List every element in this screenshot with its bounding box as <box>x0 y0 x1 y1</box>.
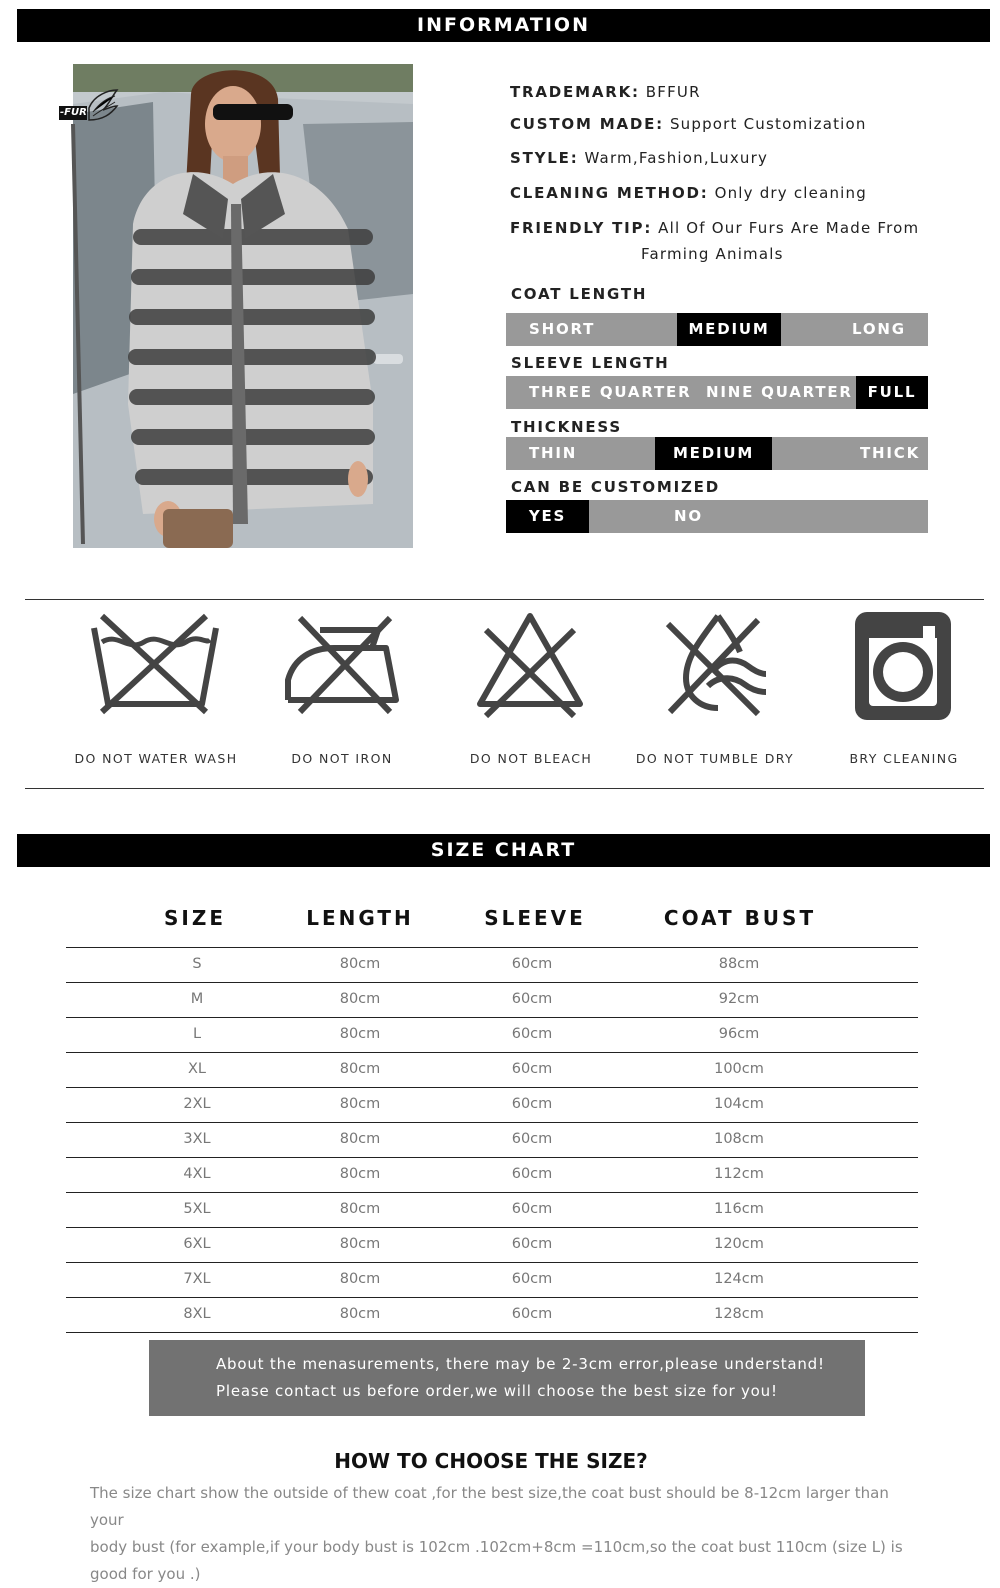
row-divider <box>66 1192 918 1193</box>
row-divider <box>66 947 918 948</box>
cell-coat-bust: 100cm <box>714 1061 764 1077</box>
cell-coat-bust: 124cm <box>714 1271 764 1287</box>
care-label-cleaning: BRY CLEANING <box>849 751 959 766</box>
row-divider <box>66 1122 918 1123</box>
option-yes-selected: YES <box>506 500 589 533</box>
cell-sleeve: 60cm <box>511 1306 553 1322</box>
sleeve-length-options <box>506 376 928 409</box>
care-label-tumble-dry: DO NOT TUMBLE DRY <box>635 751 795 766</box>
spec-style: STYLE: Warm,Fashion,Luxury <box>510 149 769 167</box>
spec-custom-made: CUSTOM MADE: Support Customization <box>510 115 867 133</box>
howto-text <box>90 1480 910 1588</box>
cell-sleeve: 60cm <box>511 1026 553 1042</box>
row-divider <box>66 1017 918 1018</box>
cell-length: 80cm <box>339 1131 381 1147</box>
row-divider <box>66 1262 918 1263</box>
camera-icon <box>855 612 951 726</box>
do-not-wash-icon <box>88 608 222 724</box>
cell-sleeve: 60cm <box>511 991 553 1007</box>
care-label-wash: DO NOT WATER WASH <box>74 751 238 766</box>
coat-length-options <box>506 313 928 346</box>
cell-coat-bust: 116cm <box>714 1201 764 1217</box>
cell-coat-bust: 96cm <box>718 1026 760 1042</box>
col-header-size: SIZE <box>163 906 226 930</box>
do-not-iron-icon <box>284 608 402 724</box>
cell-size: 8XL <box>183 1306 211 1322</box>
cell-length: 80cm <box>339 1306 381 1322</box>
option-nine-quarter: NINE QUARTER <box>706 383 853 401</box>
cell-size: 4XL <box>183 1166 211 1182</box>
option-full-selected: FULL <box>856 376 928 409</box>
care-top-divider <box>25 599 984 600</box>
option-medium-selected: MEDIUM <box>655 437 772 470</box>
thickness-label: THICKNESS <box>511 418 622 436</box>
brand-logo <box>59 90 119 130</box>
row-divider <box>66 1157 918 1158</box>
cell-sleeve: 60cm <box>511 1271 553 1287</box>
cell-length: 80cm <box>339 1166 381 1182</box>
cell-coat-bust: 92cm <box>718 991 760 1007</box>
thickness-options <box>506 437 928 470</box>
care-label-iron: DO NOT IRON <box>291 751 393 766</box>
howto-line-3: good for you .) <box>90 1565 201 1583</box>
spec-trademark: TRADEMARK: BFFUR <box>510 83 701 101</box>
cell-coat-bust: 128cm <box>714 1306 764 1322</box>
cell-length: 80cm <box>339 1201 381 1217</box>
cell-coat-bust: 120cm <box>714 1236 764 1252</box>
do-not-tumble-dry-icon <box>662 608 774 724</box>
cell-sleeve: 60cm <box>511 1131 553 1147</box>
col-header-coat-bust: COAT BUST <box>663 906 817 930</box>
cell-size: 2XL <box>183 1096 211 1112</box>
customized-label: CAN BE CUSTOMIZED <box>511 478 720 496</box>
model-in-fur-coat-illustration <box>73 64 413 548</box>
option-thin: THIN <box>529 444 578 462</box>
sleeve-length-label: SLEEVE LENGTH <box>511 354 670 372</box>
option-thick: THICK <box>860 444 920 462</box>
cell-coat-bust: 88cm <box>718 956 760 972</box>
cell-size: 7XL <box>183 1271 211 1287</box>
cell-length: 80cm <box>339 1061 381 1077</box>
spec-cleaning-method: CLEANING METHOD: Only dry cleaning <box>510 184 867 202</box>
care-label-bleach: DO NOT BLEACH <box>469 751 593 766</box>
cell-sleeve: 60cm <box>511 956 553 972</box>
cell-coat-bust: 104cm <box>714 1096 764 1112</box>
option-three-quarter: THREE QUARTER <box>529 383 692 401</box>
cell-length: 80cm <box>339 1236 381 1252</box>
cell-size: 3XL <box>183 1131 211 1147</box>
cell-length: 80cm <box>339 956 381 972</box>
col-header-sleeve: SLEEVE <box>484 906 586 930</box>
cell-size: 5XL <box>183 1201 211 1217</box>
size-chart-header: SIZE CHART <box>17 834 990 867</box>
note-line-2: Please contact us before order,we will choose the best size for you! <box>216 1382 778 1400</box>
row-divider <box>66 1227 918 1228</box>
cell-size: M <box>190 991 204 1007</box>
cell-length: 80cm <box>339 1096 381 1112</box>
howto-line-1: The size chart show the outside of thew coat ,for the best size,the coat bust should be 8-12cm larger than your <box>90 1484 889 1529</box>
care-bottom-divider <box>25 788 984 789</box>
customized-options <box>506 500 928 533</box>
option-medium-selected: MEDIUM <box>677 313 781 346</box>
spec-friendly-tip: FRIENDLY TIP: All Of Our Furs Are Made From <box>510 219 920 237</box>
howto-line-2: body bust (for example,if your body bust is 102cm .102cm+8cm =110cm,so the coat bust 110cm (size L) is <box>90 1538 903 1556</box>
row-divider <box>66 982 918 983</box>
note-line-1: About the menasurements, there may be 2-3cm error,please understand! <box>216 1355 825 1373</box>
cell-size: XL <box>187 1061 206 1077</box>
cell-length: 80cm <box>339 1026 381 1042</box>
cell-size: S <box>192 956 202 972</box>
spec-friendly-tip-cont: Farming Animals <box>641 245 784 263</box>
logo-text: -FUR <box>60 107 87 118</box>
cell-length: 80cm <box>339 1271 381 1287</box>
cell-coat-bust: 108cm <box>714 1131 764 1147</box>
cell-coat-bust: 112cm <box>714 1166 764 1182</box>
cell-sleeve: 60cm <box>511 1061 553 1077</box>
do-not-bleach-icon <box>474 608 586 724</box>
coat-length-label: COAT LENGTH <box>511 285 648 303</box>
row-divider <box>66 1087 918 1088</box>
information-header: INFORMATION <box>17 9 990 42</box>
col-header-length: LENGTH <box>306 906 414 930</box>
product-photo <box>60 64 413 548</box>
row-divider <box>66 1297 918 1298</box>
measurement-note <box>149 1340 865 1416</box>
row-divider <box>66 1332 918 1333</box>
howto-title: HOW TO CHOOSE THE SIZE? <box>334 1449 648 1473</box>
option-long: LONG <box>852 320 906 338</box>
cell-sleeve: 60cm <box>511 1201 553 1217</box>
cell-sleeve: 60cm <box>511 1096 553 1112</box>
cell-sleeve: 60cm <box>511 1236 553 1252</box>
option-no: NO <box>674 507 703 525</box>
cell-sleeve: 60cm <box>511 1166 553 1182</box>
cell-size: 6XL <box>183 1236 211 1252</box>
row-divider <box>66 1052 918 1053</box>
option-short: SHORT <box>529 320 596 338</box>
cell-length: 80cm <box>339 991 381 1007</box>
cell-size: L <box>192 1026 202 1042</box>
